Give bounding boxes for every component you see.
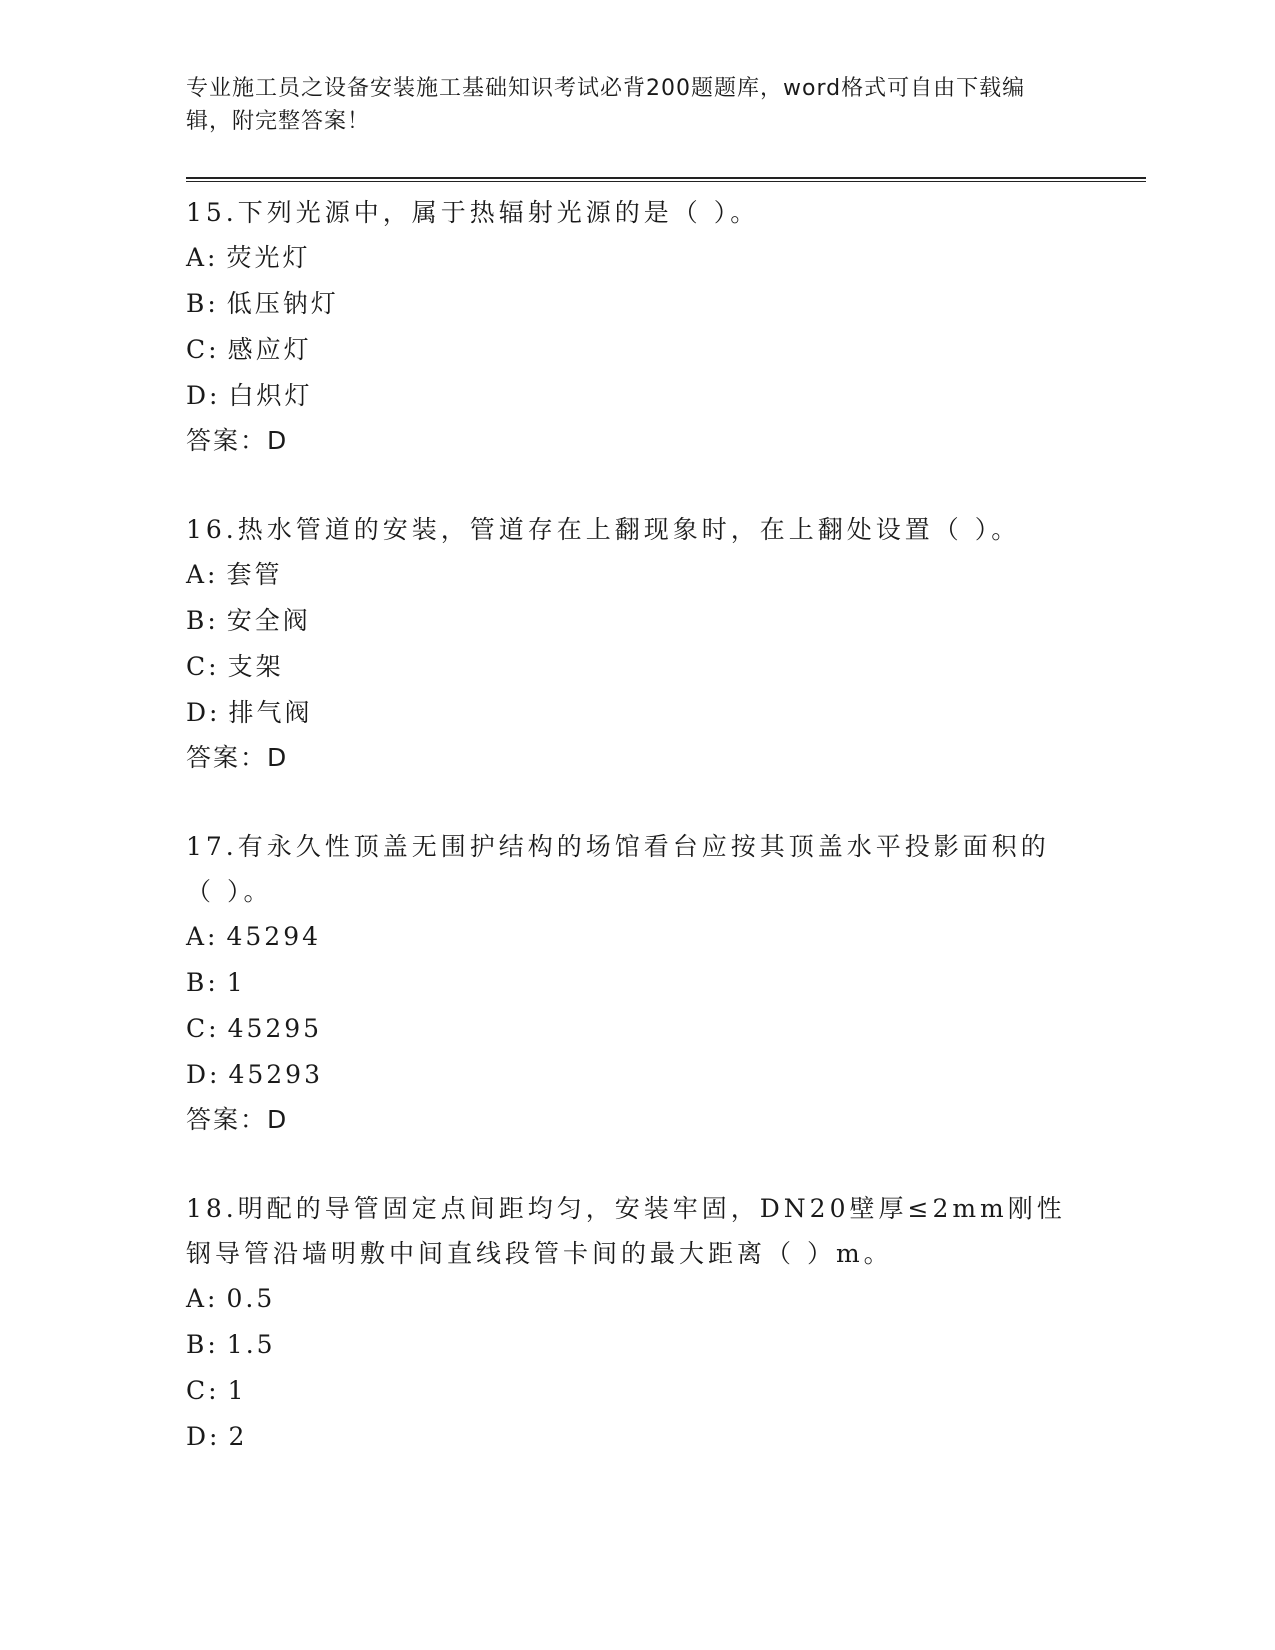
option-value: 排气阀 (228, 698, 313, 727)
option-key: C: (186, 335, 220, 364)
question-text: 16.热水管道的安装，管道存在上翻现象时，在上翻处设置（ ）。 (186, 515, 1021, 544)
option-value: 1 (226, 968, 246, 997)
option-d (186, 1052, 1086, 1098)
option-key: A: (186, 1284, 219, 1313)
document-title: 专业施工员之设备安装施工基础知识考试必背200题题库，word格式可自由下载编辑，附完整答案！ (186, 76, 1026, 134)
option-value: 荧光灯 (226, 243, 311, 272)
option-value: 套管 (226, 560, 283, 589)
document-header (186, 72, 1066, 138)
question-18 (186, 1186, 1086, 1460)
answer-label: 答案：D (186, 426, 289, 455)
option-value: 低压钠灯 (226, 289, 339, 318)
option-b (186, 960, 1086, 1006)
option-value: 支架 (227, 652, 284, 681)
option-key: D: (186, 698, 221, 727)
option-a (186, 914, 1086, 960)
question-list (186, 190, 1086, 1504)
option-b (186, 598, 1086, 644)
option-value: 感应灯 (227, 335, 312, 364)
option-key: B: (186, 606, 219, 635)
question-16 (186, 507, 1086, 780)
option-key: C: (186, 1376, 220, 1405)
option-a (186, 552, 1086, 598)
option-value: 1.5 (226, 1330, 276, 1359)
option-d (186, 1414, 1086, 1460)
option-key: D: (186, 381, 221, 410)
option-c (186, 327, 1086, 373)
option-key: B: (186, 968, 219, 997)
option-value: 45294 (226, 922, 322, 951)
option-b (186, 281, 1086, 327)
option-key: C: (186, 652, 220, 681)
option-key: A: (186, 243, 219, 272)
option-key: A: (186, 560, 219, 589)
option-value: 45293 (228, 1060, 323, 1089)
option-value: 1 (227, 1376, 247, 1405)
option-key: C: (186, 1014, 220, 1043)
option-a (186, 1276, 1086, 1322)
option-value: 45295 (227, 1014, 323, 1043)
question-text: 18.明配的导管固定点间距均匀，安装牢固，DN20壁厚≤2mm刚性钢导管沿墙明敷中间直线段管卡间的最大距离（ ）m。 (186, 1194, 1066, 1268)
option-key: D: (186, 1422, 221, 1451)
question-text: 17.有永久性顶盖无围护结构的场馆看台应按其顶盖水平投影面积的（ ）。 (186, 832, 1050, 906)
option-b (186, 1322, 1086, 1368)
option-d (186, 373, 1086, 419)
option-a (186, 235, 1086, 281)
option-c (186, 1368, 1086, 1414)
option-d (186, 690, 1086, 736)
option-value: 0.5 (226, 1284, 276, 1313)
question-15 (186, 190, 1086, 463)
answer-label: 答案：D (186, 1105, 289, 1134)
option-value: 安全阀 (226, 606, 311, 635)
answer-label: 答案：D (186, 743, 289, 772)
option-key: B: (186, 1330, 219, 1359)
option-c (186, 644, 1086, 690)
question-17 (186, 824, 1086, 1142)
header-divider-thin (186, 181, 1146, 182)
option-key: D: (186, 1060, 221, 1089)
option-c (186, 1006, 1086, 1052)
header-divider-thick (186, 177, 1146, 179)
option-value: 2 (228, 1422, 248, 1451)
option-value: 白炽灯 (228, 381, 313, 410)
question-text: 15.下列光源中，属于热辐射光源的是（ ）。 (186, 198, 760, 227)
option-key: B: (186, 289, 219, 318)
option-key: A: (186, 922, 219, 951)
